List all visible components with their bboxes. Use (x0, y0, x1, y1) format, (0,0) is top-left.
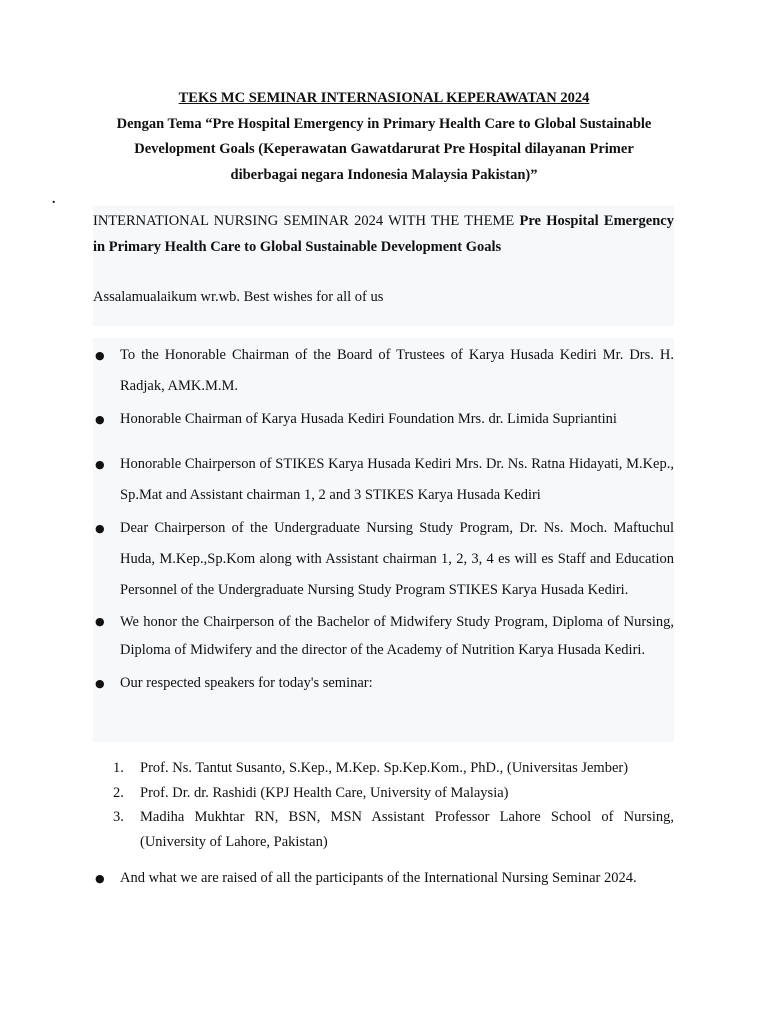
speaker-item (113, 781, 674, 806)
list-item: ● Honorable Chairman of Karya Husada Kediri Foundation Mrs. dr. Limida Supriantini (93, 404, 674, 435)
list-item-tail: Staff and Education Personnel of the Undergraduate Nursing Study Program STIKES Karya Husada Kediri. (120, 551, 675, 598)
theme-bold: Pre Hospital Emergency in Primary Health Care to Global Sustainable Development Goals (93, 213, 674, 255)
speaker-number: 1. (113, 760, 124, 776)
list-item: ● To the Honorable Chairman of the Board of Trustees of Karya Husada Kediri Mr. Drs. H. Radjak, AMK.M.M. (93, 340, 674, 402)
list-item (93, 513, 674, 606)
theme-line: Dengan Tema “Pre Hospital Emergency in Primary Health Care to Global Sustainable (116, 115, 652, 132)
honorifics-list (93, 340, 674, 699)
speaker-text: Madiha Mukhtar RN, BSN, MSN Assistant Professor Lahore School of Nursing, (University of Lahore, Pakistan) (140, 809, 674, 850)
list-item: ● Our respected speakers for today's seminar: (93, 668, 674, 699)
document-title: TEKS MC SEMINAR INTERNASIONAL KEPERAWATAN 2024 (178, 90, 590, 106)
greeting: Assalamualaikum wr.wb. Best wishes for all of us (93, 289, 384, 305)
theme-prefix: INTERNATIONAL NURSING SEMINAR 2024 WITH THE THEME (93, 213, 520, 229)
speaker-text: Prof. Ns. Tantut Susanto, S.Kep., M.Kep. Sp.Kep.Kom., PhD., (Universitas Jember) (140, 760, 629, 776)
list-item-text: Dear Chairperson of the Undergraduate Nursing Study Program, Dr. Ns. Moch. Maftuchul Huda, M.Kep.,Sp.Kom along with Assistant chairman 1, 2, 3, 4 es will es (120, 520, 674, 567)
list-item: ● We honor the Chairperson of the Bachelor of Midwifery Study Program, Diploma of Nursing, Diploma of Midwifery and the director of the Academy of Nutrition Karya Husada Kediri. (93, 608, 674, 664)
list-item: ● And what we are raised of all the participants of the International Nursing Seminar 2024. (93, 863, 674, 894)
closing-list (93, 863, 674, 894)
speaker-item (113, 756, 674, 781)
stray-dot: . (52, 192, 56, 207)
speaker-item (113, 805, 674, 854)
seminar-theme (93, 208, 674, 260)
theme-line: Development Goals (Keperawatan Gawatdarurat Pre Hospital dilayanan Primer (134, 141, 634, 157)
speaker-text: Prof. Dr. dr. Rashidi (KPJ Health Care, University of Malaysia) (140, 784, 509, 801)
speakers-list (113, 756, 674, 854)
speaker-number: 3. (113, 809, 124, 825)
speaker-number: 2. (113, 784, 124, 801)
document-header (60, 86, 708, 188)
list-item: ● Honorable Chairperson of STIKES Karya Husada Kediri Mrs. Dr. Ns. Ratna Hidayati, M.Kep., Sp.Mat and Assistant chairman 1, 2 and 3 STIKES Karya Husada Kediri (93, 449, 674, 511)
theme-line: diberbagai negara Indonesia Malaysia Pakistan)” (230, 166, 538, 183)
